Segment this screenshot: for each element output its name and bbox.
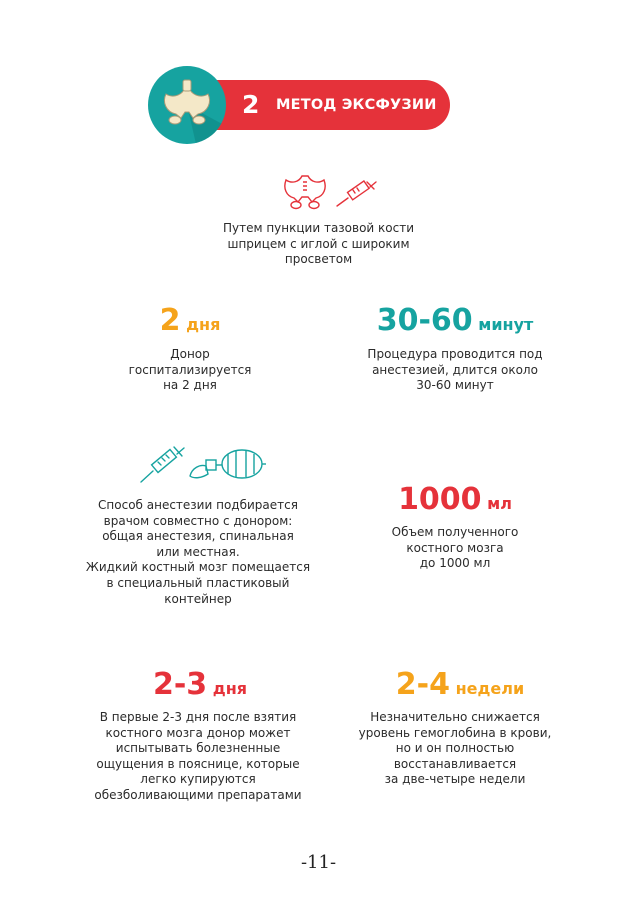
stat-procedure-description: Процедура проводится под анестезией, длится около 30-60 минут (367, 347, 543, 393)
stat-recovery-days (120, 667, 280, 702)
stat-hospital-days (120, 303, 260, 338)
stat-procedure-duration (340, 303, 570, 338)
page-number: -11- (300, 852, 337, 873)
pelvis-icon (148, 66, 226, 144)
stat-hemoglobin-weeks (365, 667, 555, 702)
header-number: 2 (242, 90, 260, 119)
anesthesia-description: Способ анестезии подбирается врачом совместно с донором: общая анестезия, спинальная или местная. Жидкий костный мозг помещается в специальный пластиковый контейнер (85, 498, 311, 606)
syringe-icon (138, 444, 186, 486)
stat-value: 1000 (398, 482, 482, 517)
stat-hemoglobin-description: Незначительно снижается уровень гемоглобина в крови, но и он полностью восстанавливается за две-четыре недели (358, 710, 552, 787)
stat-value: 30-60 (376, 303, 473, 338)
header-title: МЕТОД ЭКСФУЗИИ (276, 97, 437, 113)
stat-unit: мл (487, 494, 512, 513)
pelvis-icon (282, 172, 328, 212)
syringe-icon (334, 178, 378, 208)
stat-unit: дня (186, 315, 221, 334)
stat-value: 2-4 (395, 667, 450, 702)
stat-recovery-description: В первые 2-3 дня после взятия костного мозга донор может испытывать болезненные ощущения в пояснице, которые легко купируются обезболивающими препаратами (94, 710, 302, 802)
header-icon-circle (148, 66, 226, 144)
stat-unit: дня (212, 679, 248, 698)
stat-unit: недели (455, 679, 525, 698)
stat-volume (370, 482, 540, 517)
method-description: Путем пункции тазовой кости шприцем с иглой с широким просветом (222, 221, 415, 267)
stat-hospital-description: Донор госпитализируется на 2 дня (128, 347, 252, 393)
stat-volume-description: Объем полученного костного мозга до 1000 мл (391, 525, 519, 571)
stat-value: 2 (159, 303, 181, 338)
stat-value: 2-3 (152, 667, 208, 702)
stat-unit: минут (478, 315, 534, 334)
anesthesia-mask-icon (188, 446, 268, 482)
